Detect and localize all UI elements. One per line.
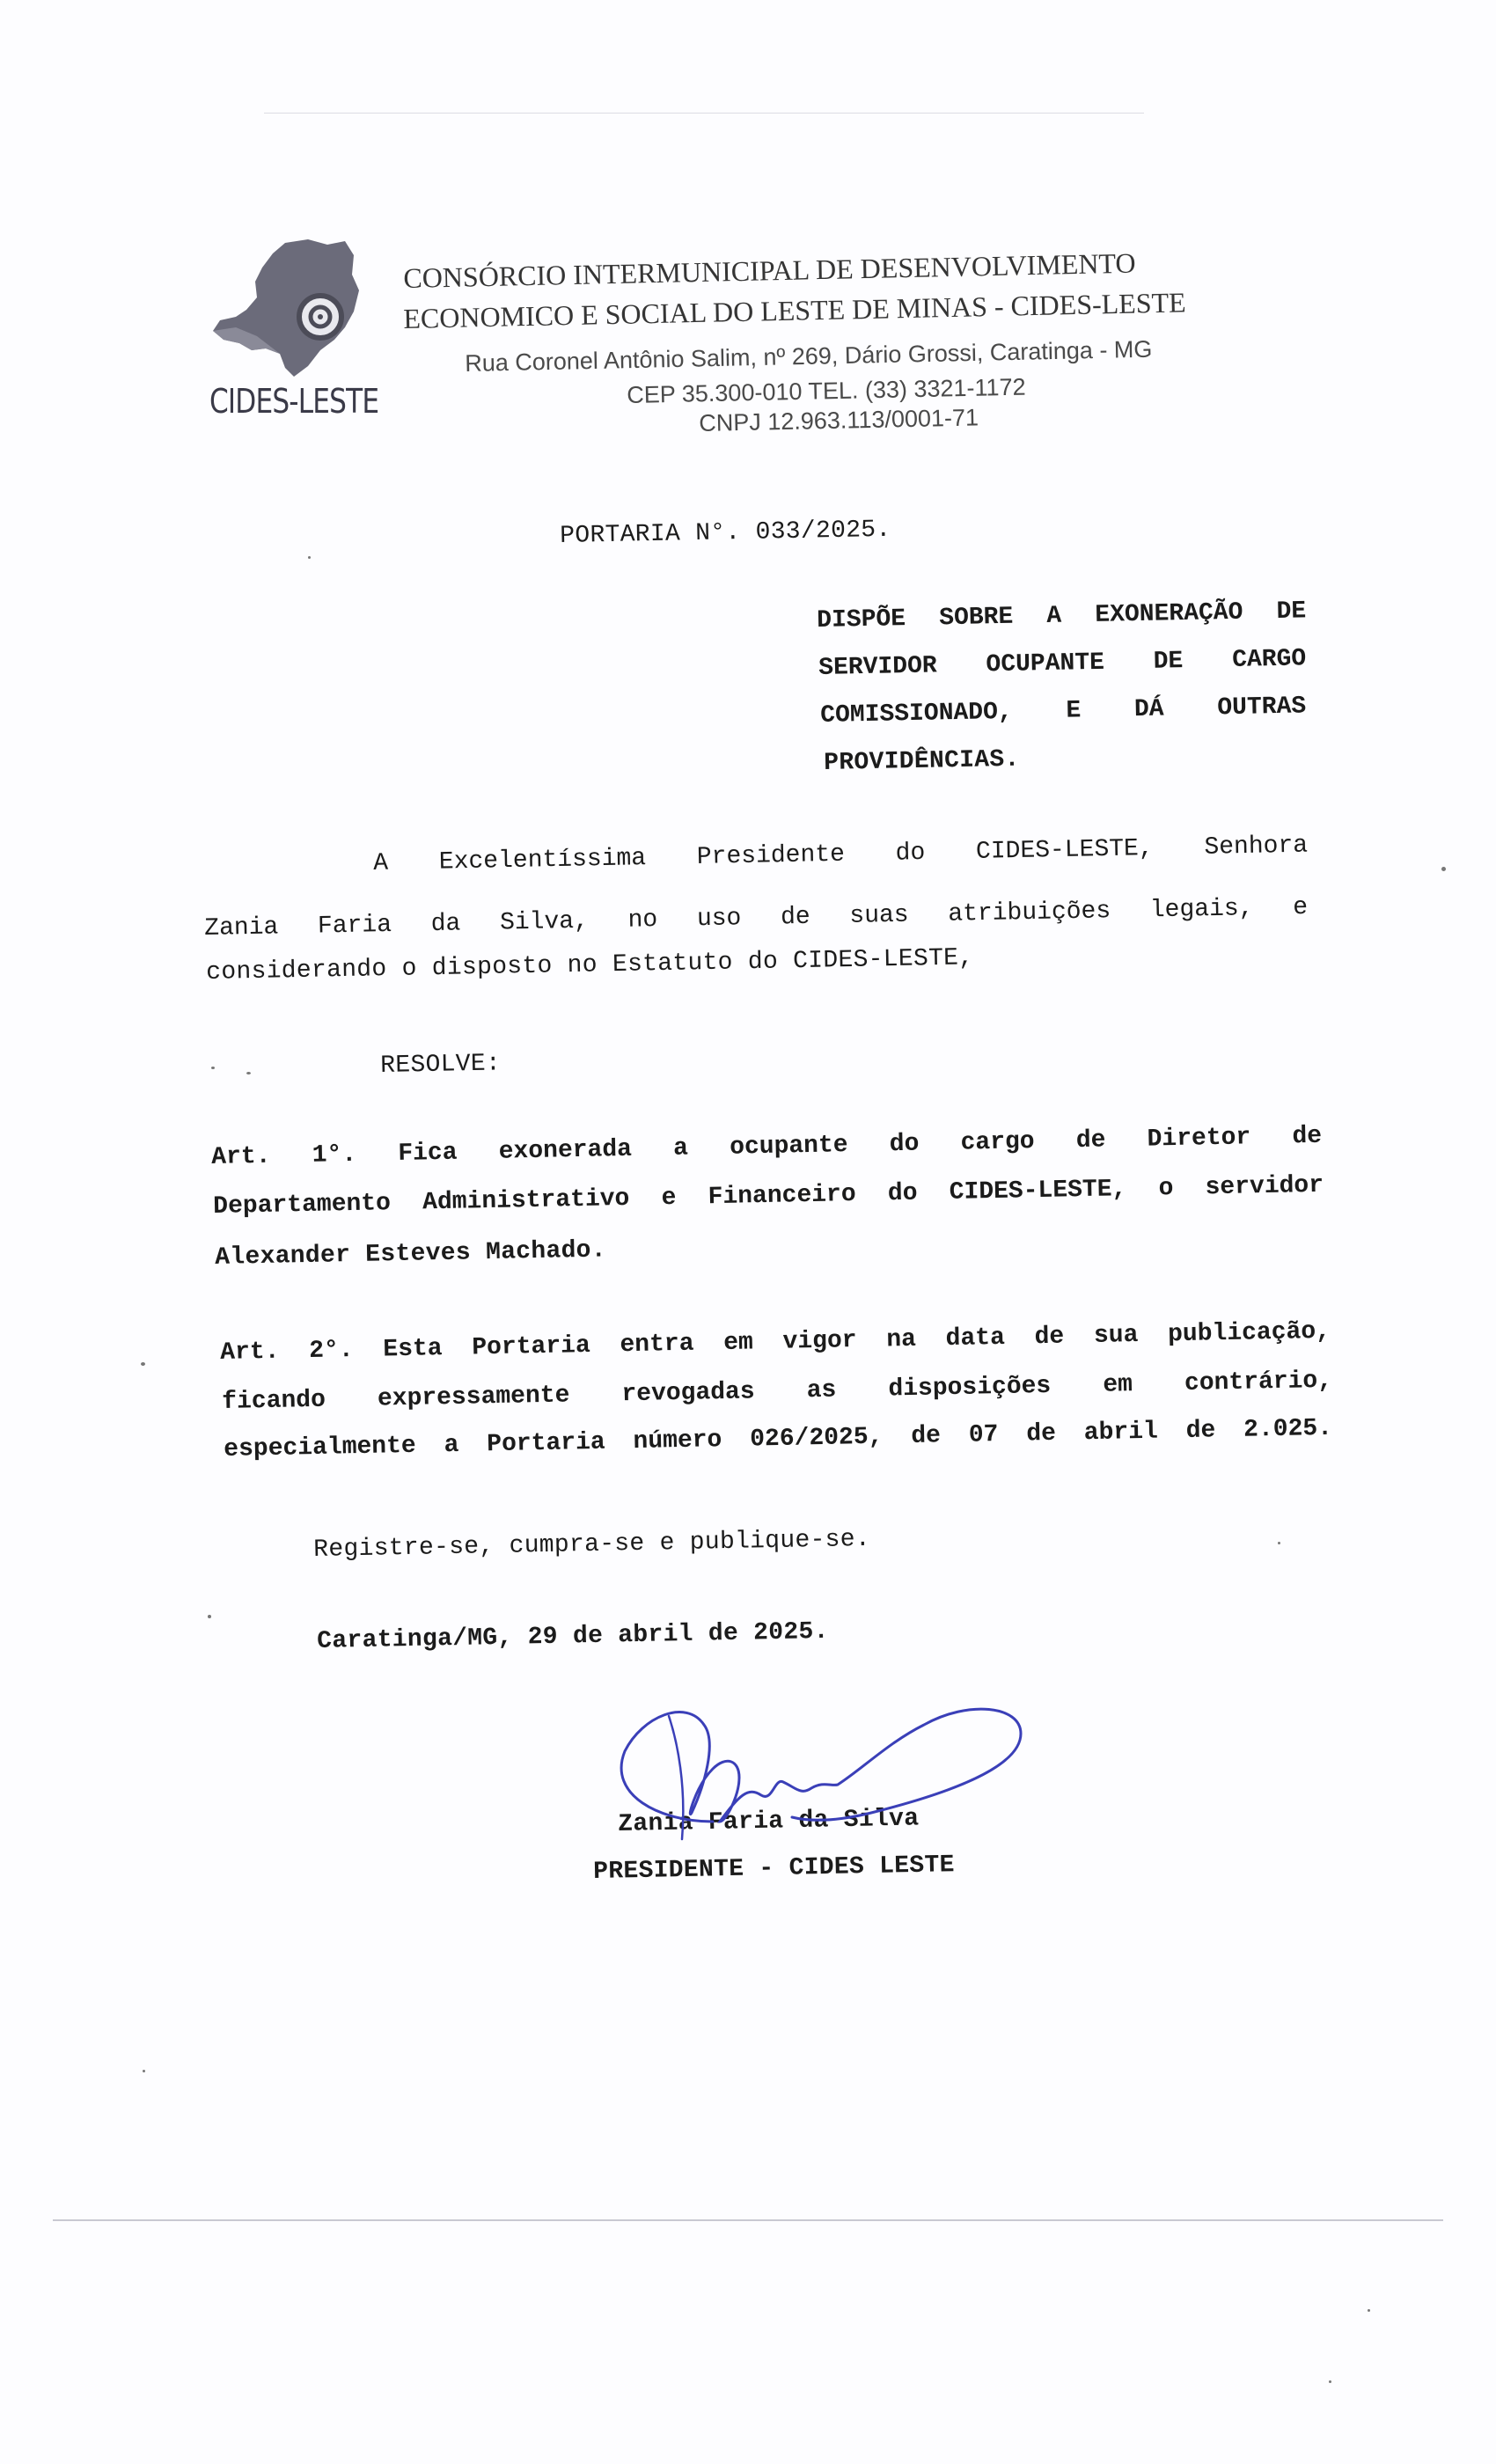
ementa-line: DISPÕE SOBRE A EXONERAÇÃO DE	[817, 598, 1307, 634]
org-cnpj: CNPJ 12.963.113/0001-71	[699, 404, 979, 436]
art2-line: especialmente a Portaria número 026/2025, de 07 de abril de 2.025.	[224, 1414, 1333, 1463]
signer-role: PRESIDENTE - CIDES LESTE	[593, 1852, 955, 1886]
scan-edge-line	[53, 2219, 1443, 2221]
cides-leste-logo	[204, 236, 380, 429]
ementa-line-last: PROVIDÊNCIAS.	[824, 745, 1020, 777]
portaria-title: PORTARIA N°. 033/2025.	[560, 516, 891, 550]
ementa-line: COMISSIONADO, E DÁ OUTRAS	[820, 693, 1307, 730]
ementa-line: SERVIDOR OCUPANTE DE CARGO	[818, 645, 1307, 682]
org-address: Rua Coronel Antônio Salim, nº 269, Dário Grossi, Caratinga - MG	[465, 335, 1153, 377]
scan-edge-line	[264, 113, 1144, 114]
preamble-line: Zania Faria da Silva, no uso de suas atribuições legais, e	[204, 893, 1309, 942]
preamble-line: A Excelentíssima Presidente do CIDES-LESTE, Senhora	[373, 832, 1309, 877]
org-name-line1: CONSÓRCIO INTERMUNICIPAL DE DESENVOLVIMENTO	[403, 246, 1136, 294]
minas-map-icon	[204, 236, 380, 385]
org-cep-tel: CEP 35.300-010 TEL. (33) 3321-1172	[627, 373, 1026, 408]
org-name-line2: ECONOMICO E SOCIAL DO LESTE DE MINAS - CIDES-LESTE	[403, 286, 1186, 334]
handwritten-signature	[607, 1690, 1065, 1866]
closing-formula: Registre-se, cumpra-se e publique-se.	[313, 1525, 871, 1564]
art2-line: Art. 2°. Esta Portaria entra em vigor na data de sua publicação,	[220, 1317, 1331, 1367]
logo-wordmark: CIDES-LESTE	[209, 382, 379, 421]
art1-line: Art. 1°. Fica exonerada a ocupante do cargo de Diretor de	[211, 1122, 1323, 1171]
art2-line: ficando expressamente revogadas as disposições em contrário,	[222, 1367, 1333, 1416]
signer-name: Zania Faria da Silva	[618, 1805, 920, 1838]
art1-line: Departamento Administrativo e Financeiro do CIDES-LESTE, o servidor	[213, 1171, 1324, 1221]
resolve-heading: RESOLVE:	[380, 1050, 502, 1080]
place-date: Caratinga/MG, 29 de abril de 2025.	[317, 1617, 829, 1655]
preamble-line-last: considerando o disposto no Estatuto do CIDES-LESTE,	[206, 944, 974, 986]
art1-line-last: Alexander Esteves Machado.	[215, 1236, 607, 1272]
